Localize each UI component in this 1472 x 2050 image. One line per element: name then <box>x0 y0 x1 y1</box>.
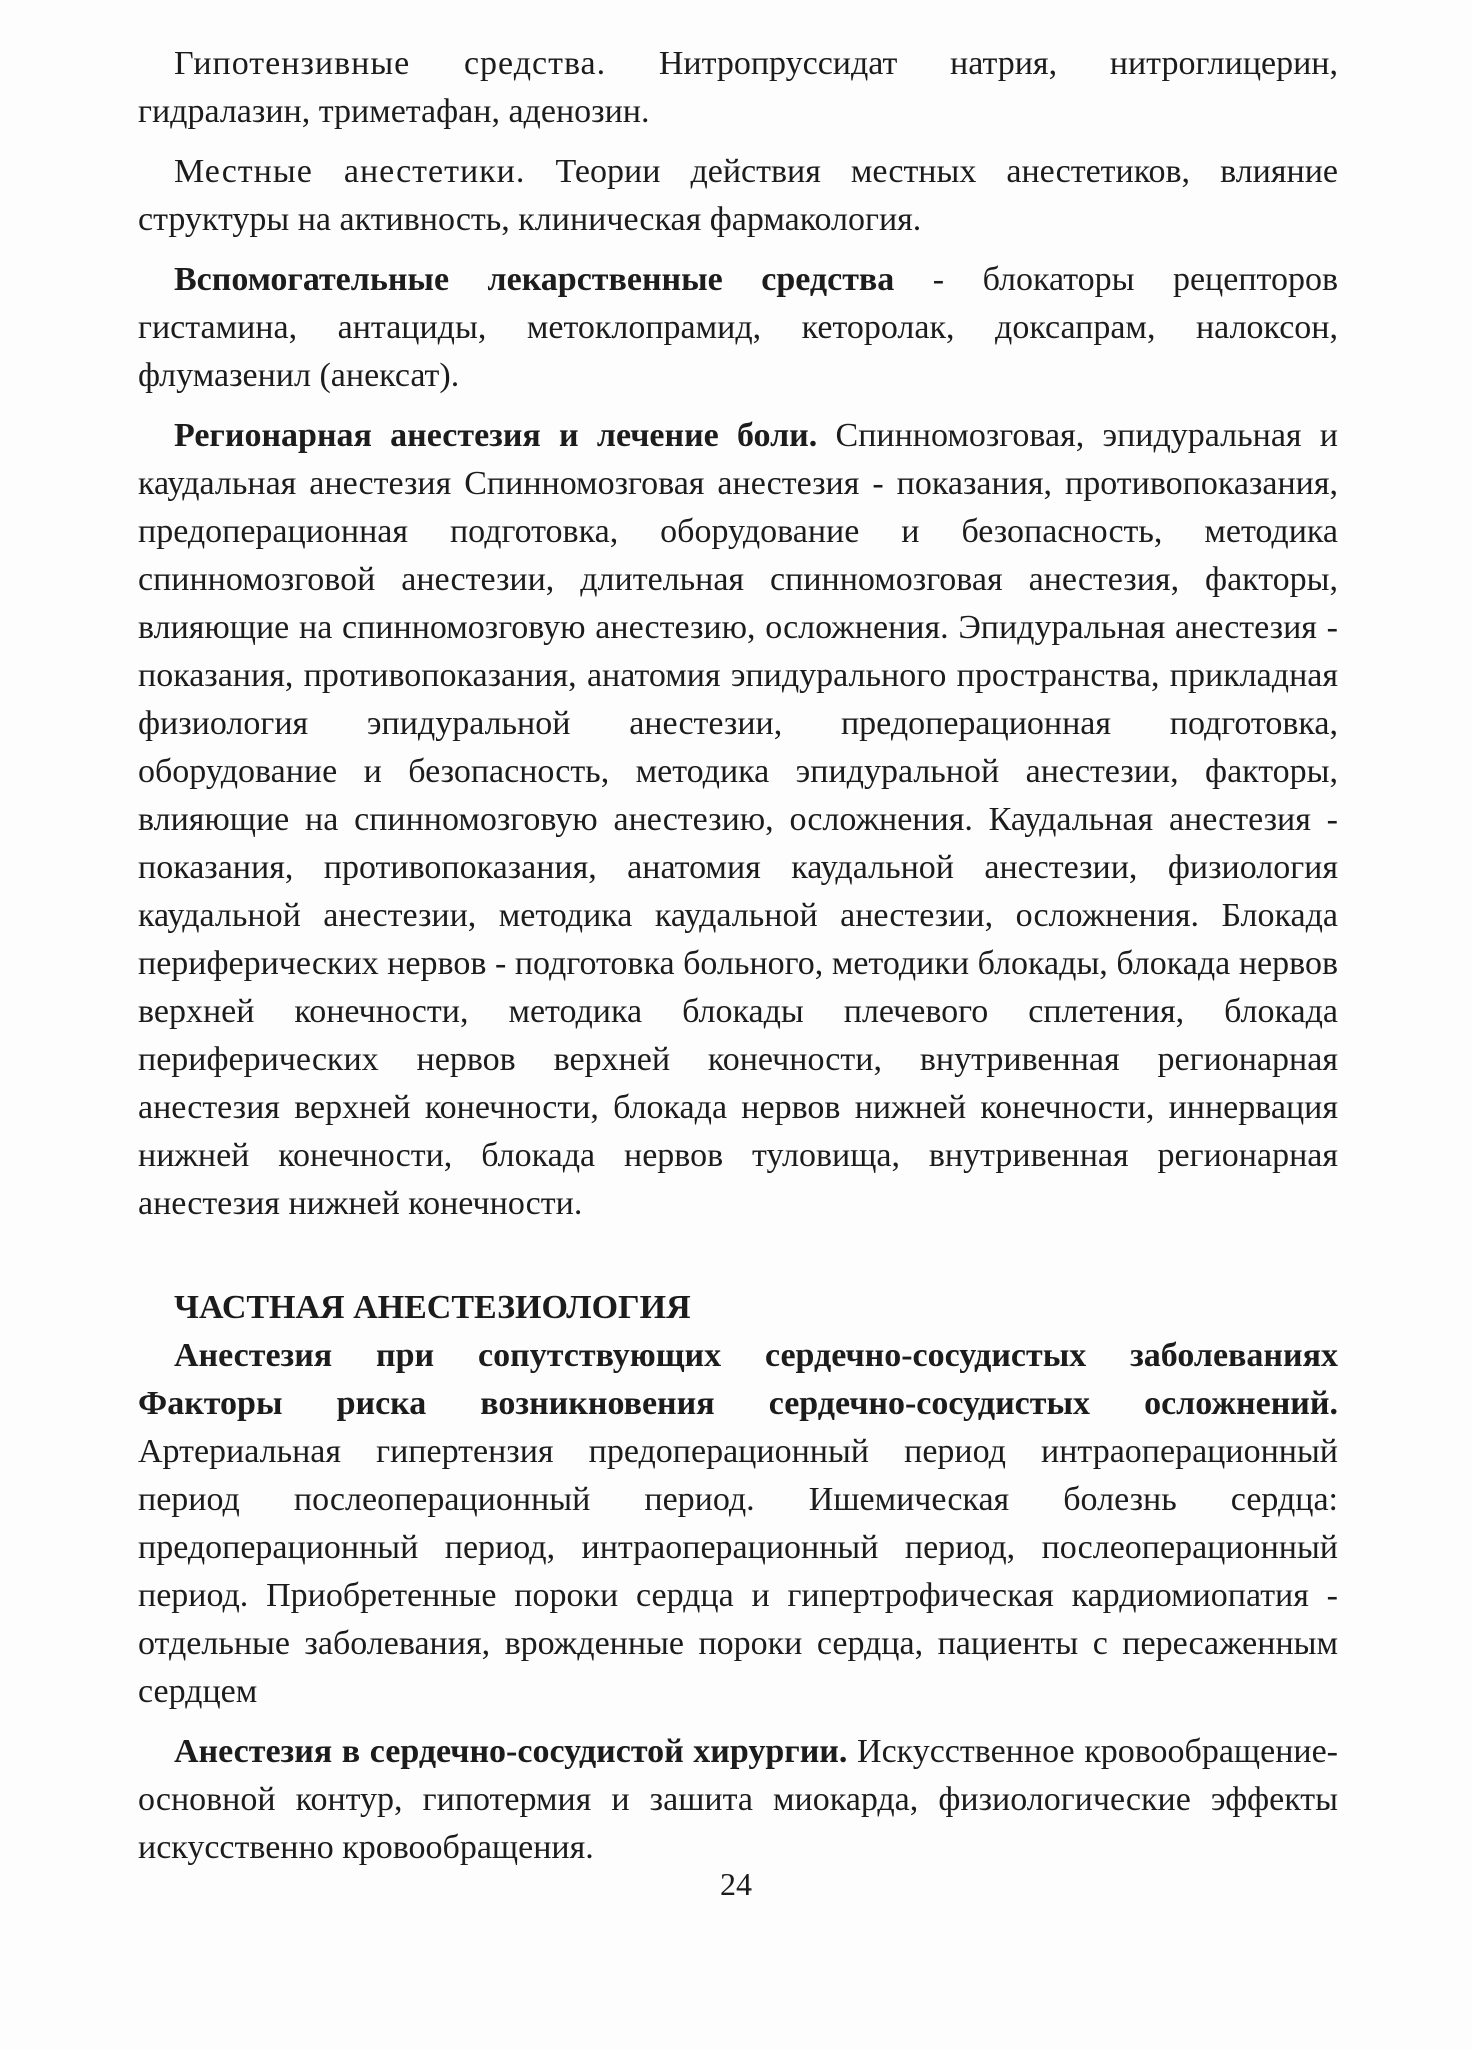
paragraph-body: Артериальная гипертензия предоперационный период интраоперационный период послеоперационный период. Ишемическая болезнь сердца: предоперационный период, интраоперационный период, послеоперационный период. Приобретенные пороки сердца и гипертрофическая кардиомиопатия - отдельные заболевания, врожденные пороки сердца, пациенты с пересаженным сердцем <box>138 1433 1338 1710</box>
paragraph-cardiovascular-comorbidities <box>138 1332 1338 1716</box>
paragraph-regional-anesthesia <box>138 412 1338 1228</box>
section-title: ЧАСТНАЯ АНЕСТЕЗИОЛОГИЯ <box>174 1289 691 1326</box>
paragraph-bold-heading: Анестезия в сердечно-сосудистой хирургии. <box>174 1733 848 1770</box>
page-text <box>138 40 1338 1884</box>
paragraph-auxiliary-drugs <box>138 256 1338 400</box>
paragraph-hypotensive-agents <box>138 40 1338 136</box>
paragraph-body: - блокаторы рецепторов гистамина, антациды, метоклопрамид, кеторолак, доксапрам, налоксон, флумазенил (анексат). <box>138 261 1339 394</box>
paragraph-body: Спинномозговая, эпидуральная и каудальная анестезия Спинномозговая анестезия - показания, противопоказания, предоперационная подготовка, оборудование и безопасность, методика спинномозговой анестезии, длительная спинномозговая анестезия, факторы, влияющие на спинномозговую анестезию, осложнения. Эпидуральная анестезия - показания, противопоказания, анатомия эпидурального пространства, прикладная физиология эпидуральной анестезии, предоперационная подготовка, оборудование и безопасность, методика эпидуральной анестезии, факторы, влияющие на спинномозговую анестезию, осложнения. Каудальная анестезия - показания, противопоказания, анатомия каудальной анестезии, физиология каудальной анестезии, методика каудальной анестезии, осложнения. Блокада периферических нервов - подготовка больного, методики блокады, блокада нервов верхней конечности, методика блокады плечевого сплетения, блокада периферических нервов верхней конечности, внутривенная регионарная анестезия верхней конечности, блокада нервов нижней конечности, иннервация нижней конечности, блокада нервов туловища, внутривенная регионарная анестезия нижней конечности. <box>138 417 1338 1222</box>
paragraph-lead: Местные анестетики. <box>174 153 526 190</box>
paragraph-lead: Гипотензивные средства. <box>174 45 607 82</box>
paragraph-bold-heading: Вспомогательные лекарственные средства <box>174 261 895 298</box>
paragraph-body: Теории действия местных анестетиков, влияние структуры на активность, клиническая фармакология. <box>138 153 1338 238</box>
paragraph-bold-heading: Анестезия при сопутствующих сердечно-сосудистых заболеваниях Факторы риска возникновения сердечно-сосудистых осложнений. <box>138 1337 1338 1422</box>
paragraph-cardiovascular-surgery <box>138 1728 1338 1872</box>
page-number: 24 <box>720 1866 752 1902</box>
paragraph-body: Нитропруссидат натрия, нитроглицерин, гидралазин, триметафан, аденозин. <box>138 45 1338 130</box>
paragraph-body: Искусственное кровообращение- основной контур, гипотермия и зашита миокарда, физиологические эффекты искусственно кровообращения. <box>138 1733 1338 1866</box>
paragraph-bold-heading: Регионарная анестезия и лечение боли. <box>174 417 818 454</box>
paragraph-local-anesthetics <box>138 148 1338 244</box>
